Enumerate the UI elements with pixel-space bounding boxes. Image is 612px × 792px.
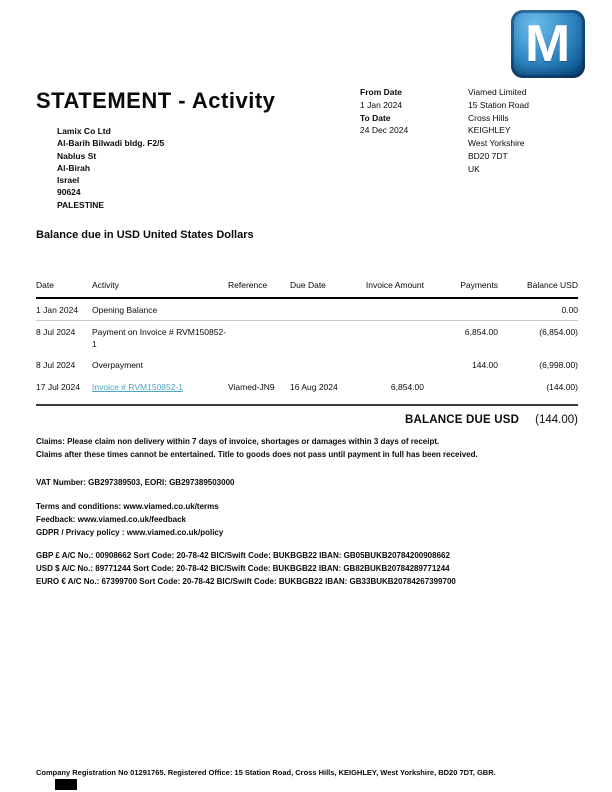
page-mark bbox=[55, 779, 77, 790]
cell-activity: Overpayment bbox=[92, 360, 144, 371]
vat-number-line: VAT Number: GB297389503, EORI: GB297389503000 bbox=[36, 478, 235, 487]
cell-due-date bbox=[290, 298, 340, 321]
cell-reference: Viamed-JN9 bbox=[228, 381, 275, 392]
cell-reference bbox=[228, 321, 290, 354]
company-address-line: UK bbox=[468, 163, 480, 174]
bank-line-euro: EURO € A/C No.: 67399700 Sort Code: 20-78-42 BIC/Swift Code: BUKBGB22 IBAN: GB33BUKB20784267399700 bbox=[36, 576, 456, 586]
col-header-balance: Balance USD bbox=[498, 276, 578, 298]
balance-due-label: BALANCE DUE USD bbox=[404, 414, 520, 426]
logo-m-icon: M bbox=[525, 15, 571, 73]
to-date-value: 24 Dec 2024 bbox=[360, 125, 409, 136]
col-header-activity: Activity bbox=[92, 276, 228, 298]
col-header-due-date: Due Date bbox=[290, 276, 340, 298]
cell-date: 8 Jul 2024 bbox=[36, 360, 76, 371]
customer-address-line: Al-Barih Bilwadi bldg. F2/5 bbox=[57, 138, 165, 149]
terms-links bbox=[36, 501, 223, 539]
col-header-date: Date bbox=[36, 276, 92, 298]
date-range bbox=[360, 86, 408, 137]
company-address-line: West Yorkshire bbox=[468, 138, 525, 149]
company-address bbox=[468, 86, 529, 176]
table-row bbox=[36, 321, 578, 354]
bank-line-usd: USD $ A/C No.: 89771244 Sort Code: 20-78-42 BIC/Swift Code: BUKBGB22 IBAN: GB82BUKB20784289771244 bbox=[36, 563, 450, 573]
balance-due-value: (144.00) bbox=[535, 414, 578, 426]
from-date-label: From Date bbox=[360, 87, 403, 97]
cell-activity bbox=[92, 376, 228, 397]
cell-balance: (6,998.00) bbox=[539, 360, 578, 371]
company-address-line: KEIGHLEY bbox=[468, 125, 511, 136]
cell-activity: Opening Balance bbox=[92, 298, 228, 321]
customer-address-line: Israel bbox=[57, 175, 80, 186]
cell-due-date bbox=[290, 321, 340, 354]
balance-due-row bbox=[36, 404, 578, 426]
gdpr-line: GDPR / Privacy policy : www.viamed.co.uk/policy bbox=[36, 527, 224, 537]
cell-payments: 6,854.00 bbox=[464, 327, 498, 338]
cell-balance: (6,854.00) bbox=[539, 327, 578, 338]
cell-date: 8 Jul 2024 bbox=[36, 327, 76, 338]
page-title: STATEMENT - Activity bbox=[36, 88, 276, 113]
cell-reference bbox=[228, 298, 290, 321]
claims-note bbox=[36, 436, 576, 462]
customer-address bbox=[57, 125, 164, 211]
company-address-line: BD20 7DT bbox=[468, 150, 508, 161]
customer-address-line: 90624 bbox=[57, 187, 81, 198]
to-date-label: To Date bbox=[360, 112, 391, 123]
col-header-payments: Payments bbox=[424, 276, 498, 298]
claims-line: Claims after these times cannot be entertained. Title to goods does not pass until payment in full has been received. bbox=[36, 449, 478, 459]
cell-payments bbox=[424, 298, 498, 321]
cell-activity: Payment on Invoice # RVM150852-1 bbox=[92, 327, 227, 349]
company-address-line: Viamed Limited bbox=[468, 87, 527, 97]
customer-address-line: Al-Birah bbox=[57, 162, 91, 173]
invoice-link[interactable]: Invoice # RVM150852-1 bbox=[92, 381, 184, 392]
cell-date: 17 Jul 2024 bbox=[36, 381, 80, 392]
company-address-line: Cross Hills bbox=[468, 112, 509, 123]
col-header-reference: Reference bbox=[228, 276, 290, 298]
customer-address-line: PALESTINE bbox=[57, 199, 105, 210]
cell-balance: 0.00 bbox=[498, 298, 578, 321]
viamed-logo bbox=[511, 10, 585, 78]
cell-invoice-amount bbox=[340, 321, 424, 354]
table-row bbox=[36, 298, 578, 321]
bank-accounts bbox=[36, 550, 456, 588]
customer-address-line: Nablus St bbox=[57, 150, 97, 161]
cell-invoice-amount bbox=[340, 298, 424, 321]
table-header-row bbox=[36, 276, 578, 298]
cell-due-date: 16 Aug 2024 bbox=[290, 381, 338, 392]
table-row bbox=[36, 354, 578, 375]
cell-invoice-amount: 6,854.00 bbox=[390, 381, 424, 392]
cell-payments: 144.00 bbox=[472, 360, 498, 371]
terms-line: Terms and conditions: www.viamed.co.uk/terms bbox=[36, 502, 219, 511]
claims-line: Claims: Please claim non delivery within 7 days of invoice, shortages or damages within 3 days of receipt. bbox=[36, 437, 440, 446]
customer-address-line: Lamix Co Ltd bbox=[57, 126, 111, 136]
bank-line-gbp: GBP £ A/C No.: 00908662 Sort Code: 20-78-42 BIC/Swift Code: BUKBGB22 IBAN: GB05BUKB20784200908662 bbox=[36, 551, 450, 560]
feedback-line: Feedback: www.viamed.co.uk/feedback bbox=[36, 514, 186, 524]
activity-table bbox=[36, 276, 578, 397]
cell-reference bbox=[228, 354, 290, 375]
footer-registration: Company Registration No 01291765. Registered Office: 15 Station Road, Cross Hills, KEIGHLEY, West Yorkshire, BD20 7DT, GBR. bbox=[36, 768, 496, 777]
company-address-line: 15 Station Road bbox=[468, 99, 529, 110]
cell-invoice-amount bbox=[340, 354, 424, 375]
balance-section-heading: Balance due in USD United States Dollars bbox=[36, 229, 254, 241]
cell-date: 1 Jan 2024 bbox=[36, 298, 92, 321]
from-date-value: 1 Jan 2024 bbox=[360, 99, 403, 110]
cell-payments bbox=[424, 376, 498, 397]
cell-due-date bbox=[290, 354, 340, 375]
table-row bbox=[36, 376, 578, 397]
col-header-invoice-amount: Invoice Amount bbox=[340, 276, 424, 298]
cell-balance: (144.00) bbox=[546, 381, 578, 392]
